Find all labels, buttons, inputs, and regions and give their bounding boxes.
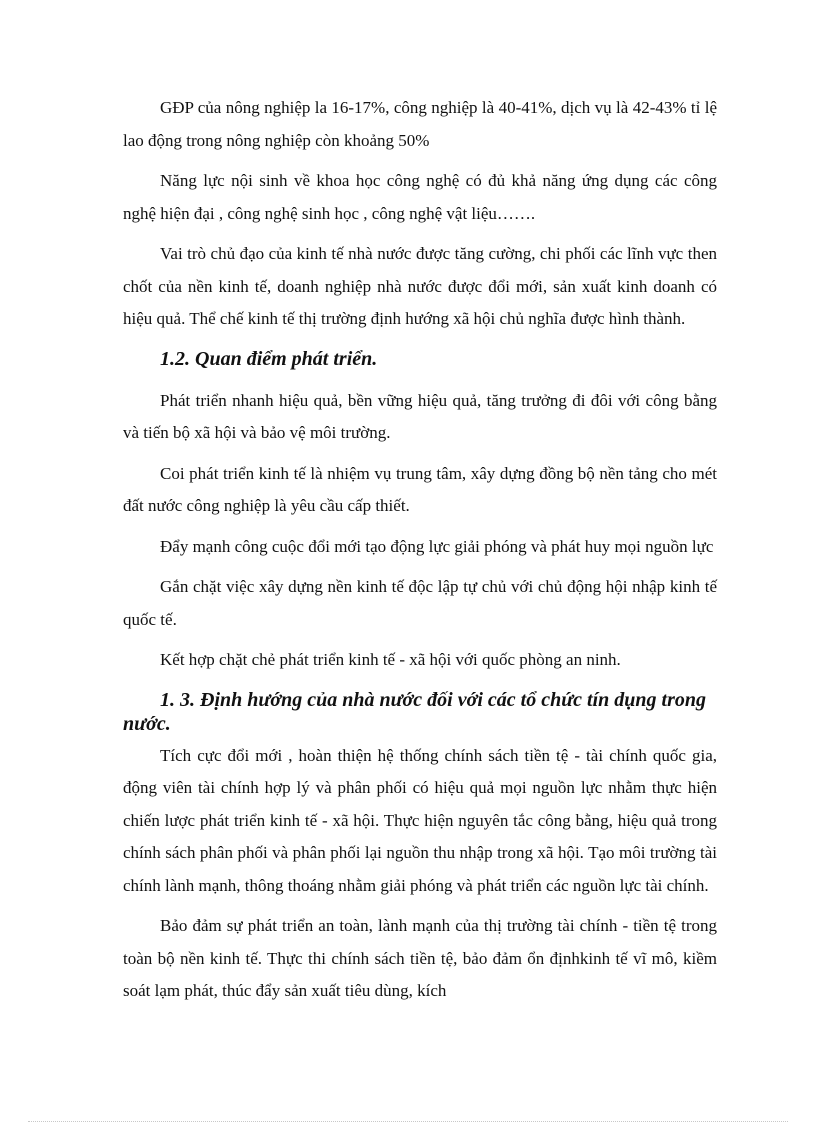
document-body xyxy=(123,92,717,1016)
paragraph-state-economy-role: Vai trò chủ đạo của kinh tế nhà nước được tăng cường, chi phối các lĩnh vực then chốt của nền kinh tế, doanh nghiệp nhà nước được đổi mới, sản xuất kinh doanh có hiệu quả. Thể chế kinh tế thị trường định hướng xã hội chủ nghĩa được hình thành. xyxy=(123,244,717,328)
paragraph-renovation: Đẩy mạnh công cuộc đổi mới tạo động lực giải phóng và phát huy mọi nguồn lực xyxy=(160,536,714,556)
paragraph-financial-policy: Tích cực đổi mới , hoàn thiện hệ thống chính sách tiền tệ - tài chính quốc gia, động viên tài chính hợp lý và phân phối có hiệu quả mọi nguồn lực nhằm thực hiện chiến lược phát triển kinh tế - xã hội. Thực hiện nguyên tắc công bằng, hiệu quả trong chính sách phân phối và phân phối lại nguồn thu nhập trong xã hội. Tạo môi trường tài chính lành mạnh, thông thoáng nhằm giải phóng và phát triển các nguồn lực tài chính. xyxy=(123,745,717,895)
paragraph-financial-market-safety: Bảo đảm sự phát triển an toàn, lành mạnh của thị trường tài chính - tiền tệ trong toàn bộ nền kinh tế. Thực thi chính sách tiền tệ, bảo đảm ổn địnhkinh tế vĩ mô, kiềm soát lạm phát, thúc đẩy sản xuất tiêu dùng, kích xyxy=(123,916,717,1000)
paragraph-economic-development-task: Coi phát triển kinh tế là nhiệm vụ trung tâm, xây dựng đồng bộ nền tảng cho mét đất nước công nghiệp là yêu cầu cấp thiết. xyxy=(123,463,717,515)
page-bottom-divider xyxy=(28,1121,788,1122)
section-heading-1-2: 1.2. Quan điểm phát triển. xyxy=(160,347,378,370)
paragraph-science-technology: Năng lực nội sinh về khoa học công nghệ có đủ khả năng ứng dụng các công nghệ hiện đại , công nghệ sinh học , công nghệ vật liệu……. xyxy=(123,171,717,223)
paragraph-gdp-structure: GĐP của nông nghiệp la 16-17%, công nghiệp là 40-41%, dịch vụ là 42-43% tỉ lệ lao động trong nông nghiệp còn khoảng 50% xyxy=(123,98,717,150)
paragraph-independent-economy: Gắn chặt việc xây dựng nền kinh tế độc lập tự chủ với chủ động hội nhập kinh tế quốc tế. xyxy=(123,577,717,629)
paragraph-sustainable-growth: Phát triển nhanh hiệu quả, bền vững hiệu quả, tăng trưởng đi đôi với công bằng và tiến bộ xã hội và bảo vệ môi trường. xyxy=(123,390,717,442)
paragraph-defense-security: Kết hợp chặt chẻ phát triển kinh tế - xã hội với quốc phòng an ninh. xyxy=(160,650,621,669)
section-heading-1-3: 1. 3. Định hướng của nhà nước đối với các tổ chức tín dụng trong nước. xyxy=(123,688,707,735)
